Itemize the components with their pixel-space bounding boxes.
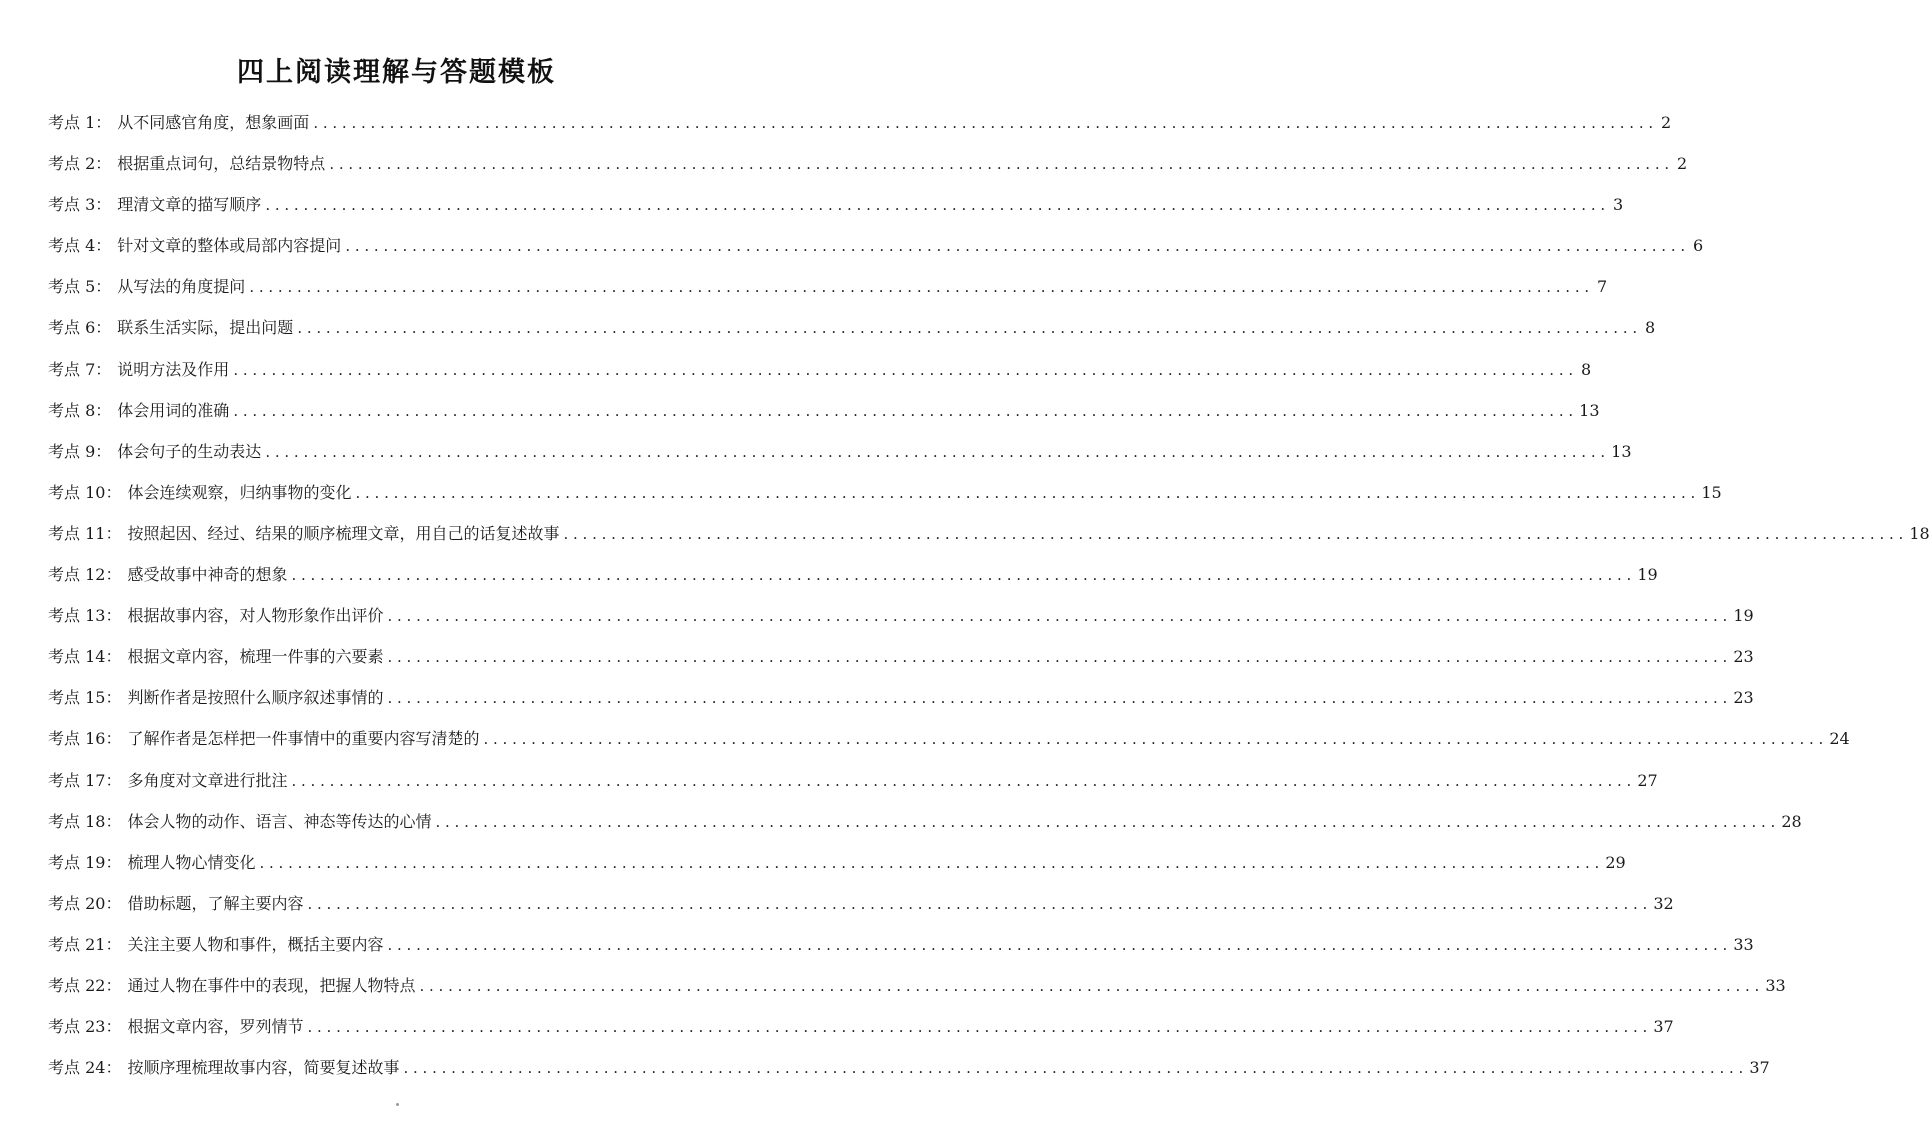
toc-entry-page-number: 7 — [1596, 277, 1608, 297]
toc-entry-label: 考点 12 — [48, 565, 106, 585]
toc-entry-page-number: 19 — [1733, 606, 1754, 626]
toc-entry-separator: ： — [105, 975, 122, 995]
toc-entry-separator: ： — [105, 852, 122, 872]
toc-entry-page-number: 2 — [1660, 113, 1672, 132]
toc-entry-page-number: 19 — [1637, 565, 1658, 585]
toc-dot-leader — [419, 966, 1759, 1007]
toc-entry-separator: ： — [105, 482, 122, 502]
toc-entry-text: 借助标题，了解主要内容 — [127, 893, 304, 913]
toc-entry-text: 根据重点词句，总结景物特点 — [117, 154, 326, 174]
toc-entry-separator: ： — [105, 893, 122, 913]
toc-entry[interactable] — [48, 349, 1592, 390]
toc-entry-text: 说明方法及作用 — [117, 359, 230, 379]
toc-entry-label: 考点 13 — [48, 606, 106, 626]
toc-entry-page-number: 28 — [1781, 811, 1802, 831]
toc-entry-label: 考点 7 — [48, 359, 96, 379]
toc-entry-text: 针对文章的整体或局部内容提问 — [117, 236, 342, 256]
toc-entry-text: 关注主要人物和事件，概括主要内容 — [127, 934, 384, 954]
toc-entry-separator: ： — [105, 770, 122, 790]
toc-entry-separator: ： — [95, 154, 112, 174]
toc-entry[interactable] — [48, 842, 1626, 883]
toc-entry-page-number: 37 — [1749, 1058, 1770, 1078]
toc-dot-leader — [387, 925, 1727, 966]
toc-entry[interactable] — [48, 513, 1930, 554]
toc-entry-separator: ： — [105, 647, 122, 667]
toc-entry-text: 从写法的角度提问 — [117, 277, 246, 297]
toc-entry-text: 体会人物的动作、语言、神态等传达的心情 — [127, 811, 432, 831]
toc-entry[interactable] — [48, 965, 1786, 1006]
toc-entry[interactable] — [48, 472, 1722, 513]
toc-dot-leader — [313, 103, 1653, 144]
toc-entry-text: 理清文章的描写顺序 — [117, 195, 262, 215]
toc-entry-label: 考点 9 — [48, 441, 96, 461]
toc-entry[interactable] — [48, 1006, 1674, 1047]
toc-entry-text: 体会连续观察，归纳事物的变化 — [127, 482, 352, 502]
toc-entry-separator: ： — [95, 400, 112, 420]
toc-entry-page-number: 8 — [1580, 359, 1592, 379]
toc-entry-text: 感受故事中神奇的想象 — [127, 565, 288, 585]
toc-entry-label: 考点 3 — [48, 195, 96, 215]
toc-entry-page-number: 29 — [1605, 852, 1626, 872]
toc-entry[interactable] — [48, 883, 1674, 924]
toc-entry-page-number: 24 — [1829, 729, 1850, 749]
toc-entry-page-number: 37 — [1653, 1017, 1674, 1037]
toc-dot-leader — [307, 1007, 1647, 1048]
toc-entry-text: 根据文章内容，罗列情节 — [127, 1017, 304, 1037]
toc-entry[interactable] — [48, 143, 1688, 184]
toc-entry-text: 了解作者是怎样把一件事情中的重要内容写清楚的 — [127, 729, 480, 749]
toc-dot-leader — [249, 267, 1589, 308]
toc-entry-text: 根据故事内容，对人物形象作出评价 — [127, 606, 384, 626]
toc-dot-leader — [233, 391, 1573, 432]
toc-dot-leader — [297, 308, 1637, 349]
toc-entry-separator: ： — [105, 565, 122, 585]
toc-entry-text: 体会用词的准确 — [117, 400, 230, 420]
toc-entry-label: 考点 21 — [48, 934, 106, 954]
toc-dot-leader — [265, 185, 1605, 226]
toc-dot-leader — [233, 350, 1573, 391]
toc-entry[interactable] — [48, 801, 1802, 842]
toc-dot-leader — [483, 719, 1823, 760]
toc-entry-text: 从不同感官角度，想象画面 — [117, 113, 310, 132]
toc-entry-label: 考点 19 — [48, 852, 106, 872]
toc-entry-label: 考点 14 — [48, 647, 106, 667]
toc-dot-leader — [265, 432, 1605, 473]
toc-dot-leader — [387, 596, 1727, 637]
toc-entry[interactable] — [48, 636, 1754, 677]
toc-entry-label: 考点 2 — [48, 154, 96, 174]
toc-dot-leader — [435, 802, 1775, 843]
toc-entry-page-number: 27 — [1637, 770, 1658, 790]
toc-entry-label: 考点 4 — [48, 236, 96, 256]
toc-entry-separator: ： — [105, 811, 122, 831]
toc-dot-leader — [345, 226, 1685, 267]
toc-entry-page-number: 8 — [1644, 318, 1656, 338]
toc-entry[interactable] — [48, 595, 1754, 636]
toc-entry-label: 考点 18 — [48, 811, 106, 831]
toc-dot-leader — [259, 843, 1599, 884]
toc-entry-text: 多角度对文章进行批注 — [127, 770, 288, 790]
toc-entry-text: 梳理人物心情变化 — [127, 852, 256, 872]
toc-entry-label: 考点 17 — [48, 770, 106, 790]
toc-entry[interactable] — [48, 1047, 1770, 1088]
toc-entry-separator: ： — [95, 236, 112, 256]
toc-entry-page-number: 13 — [1611, 441, 1632, 461]
toc-entry-label: 考点 10 — [48, 482, 106, 502]
toc-entry-page-number: 23 — [1733, 688, 1754, 708]
toc-entry-label: 考点 11 — [48, 523, 106, 543]
toc-entry-page-number: 13 — [1579, 400, 1600, 420]
toc-entry-label: 考点 1 — [48, 113, 96, 132]
document-title: 四上阅读理解与答题模板 — [237, 57, 556, 88]
toc-entry[interactable] — [48, 554, 1658, 595]
toc-dot-leader — [355, 473, 1695, 514]
toc-entry-separator: ： — [95, 113, 112, 132]
toc-entry-text: 按照起因、经过、结果的顺序梳理文章，用自己的话复述故事 — [127, 523, 560, 543]
toc-entry-text: 根据文章内容，梳理一件事的六要素 — [127, 647, 384, 667]
toc-entry-page-number: 32 — [1653, 893, 1674, 913]
toc-entry-separator: ： — [105, 1058, 122, 1078]
toc-entry-label: 考点 22 — [48, 975, 106, 995]
toc-entry-separator: ： — [95, 277, 112, 297]
toc-entry-label: 考点 5 — [48, 277, 96, 297]
toc-entry-separator: ： — [105, 523, 122, 543]
toc-entry-page-number: 23 — [1733, 647, 1754, 667]
toc-dot-leader — [291, 555, 1631, 596]
toc-entry-text: 按顺序理梳理故事内容，简要复述故事 — [127, 1058, 400, 1078]
toc-entry-separator: ： — [105, 688, 122, 708]
toc-entry-label: 考点 16 — [48, 729, 106, 749]
toc-entry-page-number: 3 — [1612, 195, 1624, 215]
toc-entry-separator: ： — [105, 1017, 122, 1037]
toc-entry-text: 判断作者是按照什么顺序叙述事情的 — [127, 688, 384, 708]
toc-entry[interactable] — [48, 431, 1632, 472]
toc-entry[interactable] — [48, 184, 1624, 225]
toc-entry-label: 考点 6 — [48, 318, 96, 338]
toc-entry[interactable] — [48, 760, 1658, 801]
toc-dot-leader — [291, 761, 1631, 802]
toc-entry-page-number: 33 — [1733, 934, 1754, 954]
toc-entry[interactable] — [48, 266, 1608, 307]
toc-entry-text: 通过人物在事件中的表现，把握人物特点 — [127, 975, 416, 995]
toc-entry-separator: ： — [95, 318, 112, 338]
toc-entry[interactable] — [48, 677, 1754, 718]
toc-entry[interactable] — [48, 390, 1600, 431]
toc-entry-separator: ： — [95, 359, 112, 379]
toc-entry-page-number: 15 — [1701, 482, 1722, 502]
page-footer-dot — [396, 1103, 399, 1106]
toc-dot-leader — [307, 884, 1647, 925]
toc-entry-separator: ： — [105, 934, 122, 954]
toc-entry[interactable] — [48, 718, 1850, 759]
toc-entry[interactable] — [48, 924, 1754, 965]
toc-entry-label: 考点 20 — [48, 893, 106, 913]
toc-entry-page-number: 18 — [1909, 523, 1930, 543]
toc-entry-label: 考点 23 — [48, 1017, 106, 1037]
toc-entry[interactable] — [48, 307, 1656, 348]
toc-entry-label: 考点 15 — [48, 688, 106, 708]
toc-dot-leader — [563, 514, 1903, 555]
toc-entry[interactable] — [48, 225, 1704, 266]
toc-entry-page-number: 6 — [1692, 236, 1704, 256]
toc-dot-leader — [387, 637, 1727, 678]
table-of-contents — [48, 102, 1930, 1088]
toc-entry-text: 联系生活实际，提出问题 — [117, 318, 294, 338]
toc-entry-separator: ： — [95, 441, 112, 461]
toc-entry-separator: ： — [105, 729, 122, 749]
toc-entry-page-number: 2 — [1676, 154, 1688, 174]
toc-entry-text: 体会句子的生动表达 — [117, 441, 262, 461]
toc-entry-page-number: 33 — [1765, 975, 1786, 995]
toc-entry-label: 考点 24 — [48, 1058, 106, 1078]
toc-dot-leader — [329, 144, 1669, 185]
toc-entry-label: 考点 8 — [48, 400, 96, 420]
toc-entry-separator: ： — [95, 195, 112, 215]
toc-dot-leader — [387, 678, 1727, 719]
toc-dot-leader — [403, 1048, 1743, 1089]
toc-entry[interactable] — [48, 102, 1672, 143]
toc-entry-separator: ： — [105, 606, 122, 626]
